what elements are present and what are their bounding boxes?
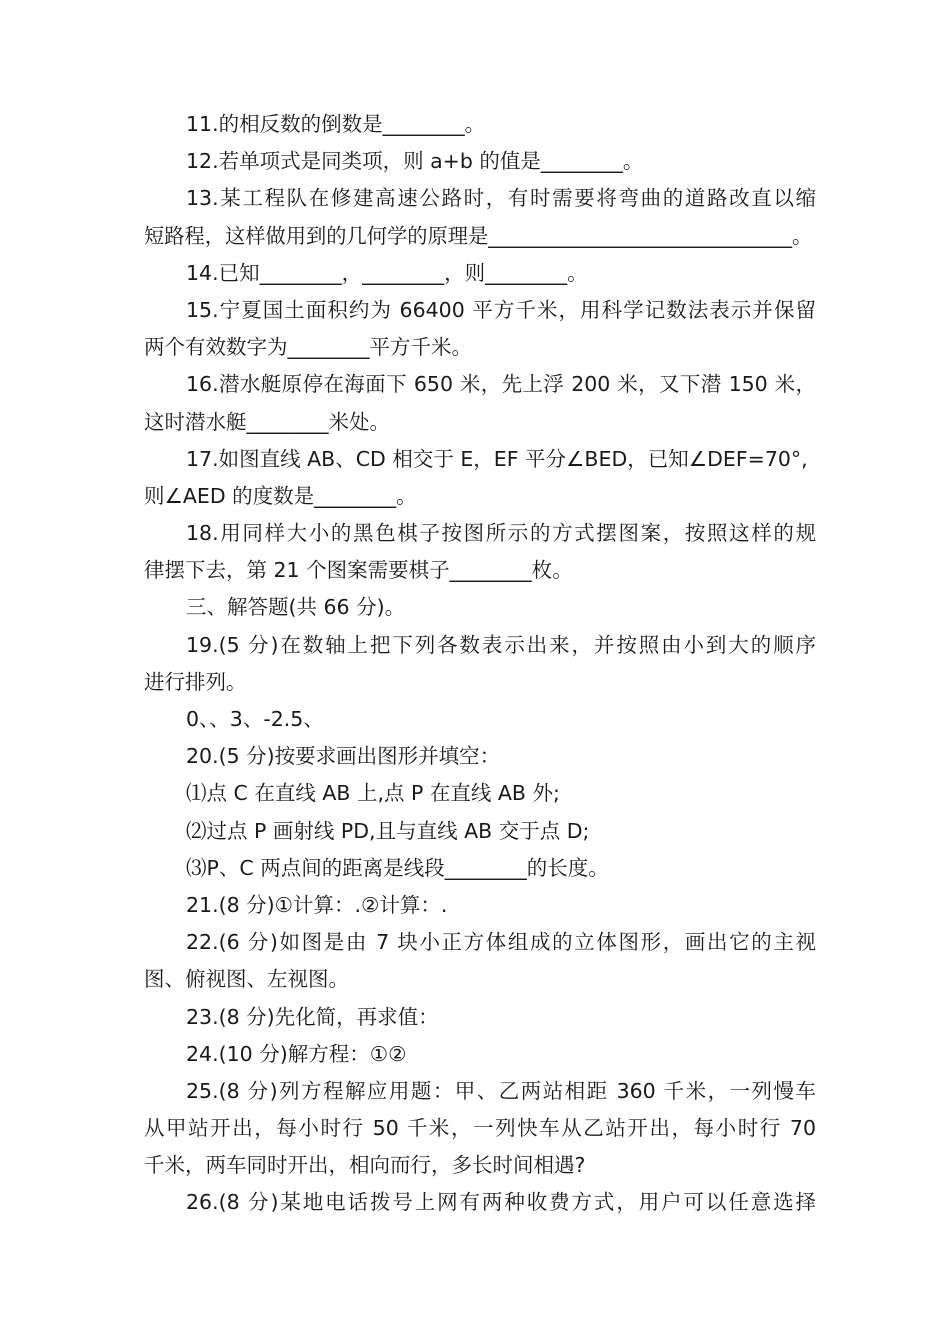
question-15-line-1: 15.宁夏国土面积约为 66400 平方千米，用科学记数法表示并保留 — [186, 297, 816, 322]
section-heading: 三、解答题(共 66 分)。 — [186, 595, 406, 620]
question-16-line-2: 这时潜水艇________米处。 — [144, 409, 390, 434]
question-21: 21.(8 分)①计算：.②计算：. — [186, 892, 448, 917]
question-20-part-3: ⑶P、C 两点间的距离是线段________的长度。 — [186, 855, 609, 880]
question-23: 23.(8 分)先化简，再求值： — [186, 1004, 439, 1029]
question-18-line-2: 律摆下去，第 21 个图案需要棋子________枚。 — [144, 558, 573, 583]
question-19-line-1: 19.(5 分)在数轴上把下列各数表示出来，并按照由小到大的顺序 — [186, 632, 816, 657]
question-20-part-1: ⑴点 C 在直线 AB 上,点 P 在直线 AB 外; — [186, 781, 560, 806]
question-19-line-2: 进行排列。 — [144, 669, 247, 694]
question-20: 20.(5 分)按要求画出图形并填空： — [186, 744, 501, 769]
question-22-line-2: 图、俯视图、左视图。 — [144, 967, 349, 992]
question-13-line-2: 短路程，这样做用到的几何学的原理是______________________________。 — [144, 223, 813, 248]
question-26-line-1: 26.(8 分)某地电话拨号上网有两种收费方式，用户可以任意选择 — [186, 1190, 816, 1215]
question-18-line-1: 18.用同样大小的黑色棋子按图所示的方式摆图案，按照这样的规 — [186, 521, 816, 546]
question-17-line-1: 17.如图直线 AB、CD 相交于 E，EF 平分∠BED，已知∠DEF=70°, — [186, 446, 808, 471]
question-22-line-1: 22.(6 分)如图是由 7 块小正方体组成的立体图形，画出它的主视 — [186, 930, 816, 955]
question-24: 24.(10 分)解方程：①② — [186, 1041, 407, 1066]
question-20-part-2: ⑵过点 P 画射线 PD,且与直线 AB 交于点 D; — [186, 818, 590, 843]
question-15-line-2: 两个有效数字为________平方千米。 — [144, 335, 472, 360]
question-25-line-3: 千米，两车同时开出，相向而行，多长时间相遇? — [144, 1153, 586, 1178]
question-14: 14.已知________，________，则________。 — [186, 260, 588, 285]
question-25-line-2: 从甲站开出，每小时行 50 千米，一列快车从乙站开出，每小时行 70 — [144, 1116, 816, 1141]
question-12: 12.若单项式是同类项，则 a+b 的值是________。 — [186, 149, 644, 174]
question-13-line-1: 13.某工程队在修建高速公路时，有时需要将弯曲的道路改直以缩 — [186, 186, 816, 211]
question-19-numbers: 0、、3、-2.5、 — [186, 707, 324, 731]
question-17-line-2: 则∠AED 的度数是________。 — [144, 483, 417, 508]
question-25-line-1: 25.(8 分)列方程解应用题：甲、乙两站相距 360 千米，一列慢车 — [186, 1078, 816, 1103]
question-16-line-1: 16.潜水艇原停在海面下 650 米，先上浮 200 米，又下潜 150 米， — [186, 372, 816, 397]
question-11: 11.的相反数的倒数是________。 — [186, 112, 486, 136]
document-body — [144, 106, 816, 1222]
